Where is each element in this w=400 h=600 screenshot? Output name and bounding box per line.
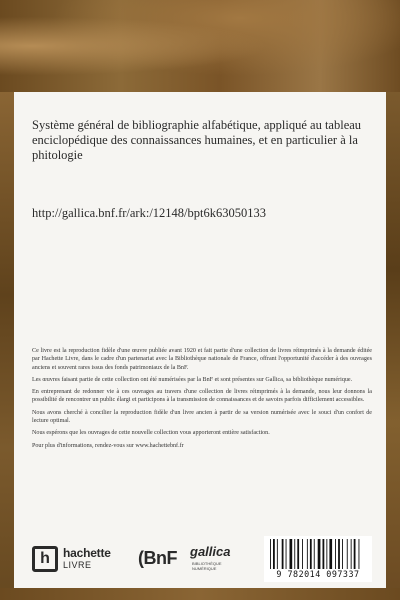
cover-texture-left xyxy=(0,92,14,600)
hachette-logo xyxy=(32,542,110,578)
back-cover-panel xyxy=(14,92,386,588)
bnf-logo: (BnF xyxy=(138,548,177,568)
description-paragraph: En entreprenant de redonner vie à ces ouvrages au travers d'une collection de livres réimprimés à la demande, nous leur donnons la possibilité de rencontrer un public élargi et participons à la transmission de connaissances et de savoirs parfois difficilement accessibles. xyxy=(32,389,372,404)
description-text xyxy=(32,347,372,454)
barcode-bars-icon xyxy=(270,539,366,569)
isbn-number: 9 782014 097337 xyxy=(276,569,360,579)
cover-texture-right xyxy=(386,92,400,600)
more-info-line: Pour plus d'informations, rendez-vous sur www.hachettebnf.fr xyxy=(32,442,184,449)
gallica-link[interactable]: http://gallica.bnf.fr/ark:/12148/bpt6k63050133 xyxy=(32,206,266,220)
description-paragraph: Ce livre est la reproduction fidèle d'une œuvre publiée avant 1920 et fait partie d'une collection de livres réimprimés à la demande éditée par Hachette Livre, dans le cadre d'un partenariat avec la Bibliothèque nationale de France, offrant l'opportunité d'accéder à des ouvrages anciens et souvent rares issus des fonds patrimoniaux de la BnF. xyxy=(32,348,372,371)
gallica-logo xyxy=(190,544,236,578)
description-paragraph: Les œuvres faisant partie de cette collection ont été numérisées par la BnF et sont présentes sur Gallica, sa bibliothèque numérique. xyxy=(32,376,353,383)
description-paragraph: Nous espérons que les ouvrages de cette nouvelle collection vous apporteront entière satisfaction. xyxy=(32,430,270,437)
hachette-name: hachette xyxy=(63,546,111,560)
barcode xyxy=(264,536,372,582)
publisher-logos xyxy=(32,542,372,582)
hachette-sub: LIVRE xyxy=(63,560,92,570)
description-paragraph: Nous avons cherché à concilier la reproduction fidèle d'un livre ancien à partir de sa version numérisée avec le souci d'un confort de lecture optimal. xyxy=(32,409,372,425)
gallica-name: gallica xyxy=(190,544,231,559)
cover-texture-bottom xyxy=(0,588,400,600)
book-title: Système général de bibliographie alfabétique, appliqué au tableau enciclopédique des connaissances humaines, et en particulier à la phitologie xyxy=(32,118,362,162)
hachette-h-icon: h xyxy=(32,546,58,572)
cover-texture-top xyxy=(0,0,400,92)
gallica-sub: BIBLIOTHÈQUE NUMÉRIQUE xyxy=(192,561,222,571)
